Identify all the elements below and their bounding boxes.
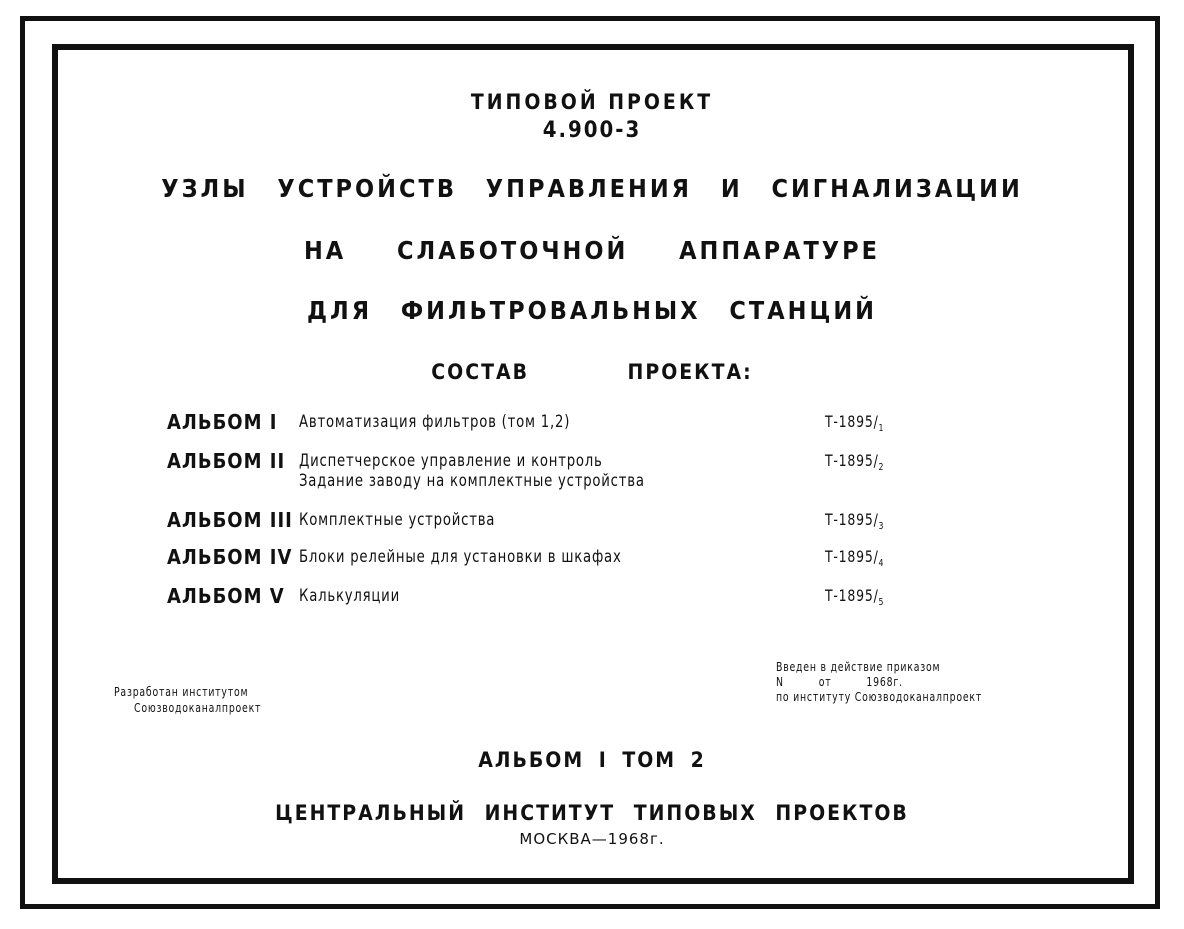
project-number: 4.900-3: [542, 118, 642, 143]
introduction-line-1: Введен в действие приказом: [776, 660, 941, 674]
album-description: Диспетчерское управление и контроль: [299, 451, 603, 471]
album-volume-label: АЛЬБОМ I ТОМ 2: [478, 748, 706, 772]
album-code-number: Т-1895: [825, 547, 874, 566]
album-label: АЛЬБОМ I: [167, 410, 278, 434]
album-code-index: 2: [878, 462, 885, 474]
city-year: МОСКВА—1968г.: [519, 830, 665, 848]
album-code: $Т-1895/_2$: [825, 451, 885, 474]
album-description: Блоки релейные для установки в шкафах: [299, 547, 622, 567]
album-description: Автоматизация фильтров (том 1,2): [299, 412, 571, 432]
introduction-block: [776, 660, 1040, 705]
album-code: $Т-1895/_3$: [825, 510, 885, 533]
typical-project-label: ТИПОВОЙ ПРОЕКТ: [470, 90, 714, 114]
album-code-index: 3: [878, 521, 885, 533]
developer-block: [114, 684, 297, 716]
introduction-line-3: по институту Союзводоканалпроект: [776, 690, 983, 704]
album-description: Комплектные устройства: [299, 510, 496, 530]
album-code: $Т-1895/_1$: [825, 412, 885, 435]
composition-heading: СОСТАВ ПРОЕКТА:: [431, 360, 753, 384]
album-code: $Т-1895/_5$: [825, 586, 885, 609]
album-description-line-2: Задание заводу на комплектные устройства: [299, 471, 645, 491]
institute-name: ЦЕНТРАЛЬНЫЙ ИНСТИТУТ ТИПОВЫХ ПРОЕКТОВ: [275, 801, 909, 825]
album-code-number: Т-1895: [825, 510, 874, 529]
album-code: $Т-1895/_4$: [825, 547, 885, 570]
developer-line-1: Разработан институтом: [114, 685, 249, 699]
title-line-2: НА СЛАБОТОЧНОЙ АППАРАТУРЕ: [303, 236, 880, 265]
title-line-1: УЗЛЫ УСТРОЙСТВ УПРАВЛЕНИЯ И СИГНАЛИЗАЦИИ: [161, 174, 1023, 203]
album-description: Калькуляции: [299, 586, 400, 606]
album-label: АЛЬБОМ IV: [167, 545, 293, 569]
album-label: АЛЬБОМ II: [167, 449, 286, 473]
album-code-number: Т-1895: [825, 586, 874, 605]
album-code-number: Т-1895: [825, 412, 874, 431]
developer-line-2: Союзводоканалпроект: [134, 701, 262, 715]
introduction-line-2: N от 1968г.: [776, 675, 903, 689]
album-label: АЛЬБОМ V: [167, 584, 285, 608]
album-label: АЛЬБОМ III: [167, 508, 293, 532]
album-code-index: 4: [878, 558, 885, 570]
album-code-index: 1: [878, 423, 885, 435]
album-code-number: Т-1895: [825, 451, 874, 470]
title-line-3: ДЛЯ ФИЛЬТРОВАЛЬНЫХ СТАНЦИЙ: [307, 296, 877, 325]
album-code-index: 5: [878, 597, 885, 609]
